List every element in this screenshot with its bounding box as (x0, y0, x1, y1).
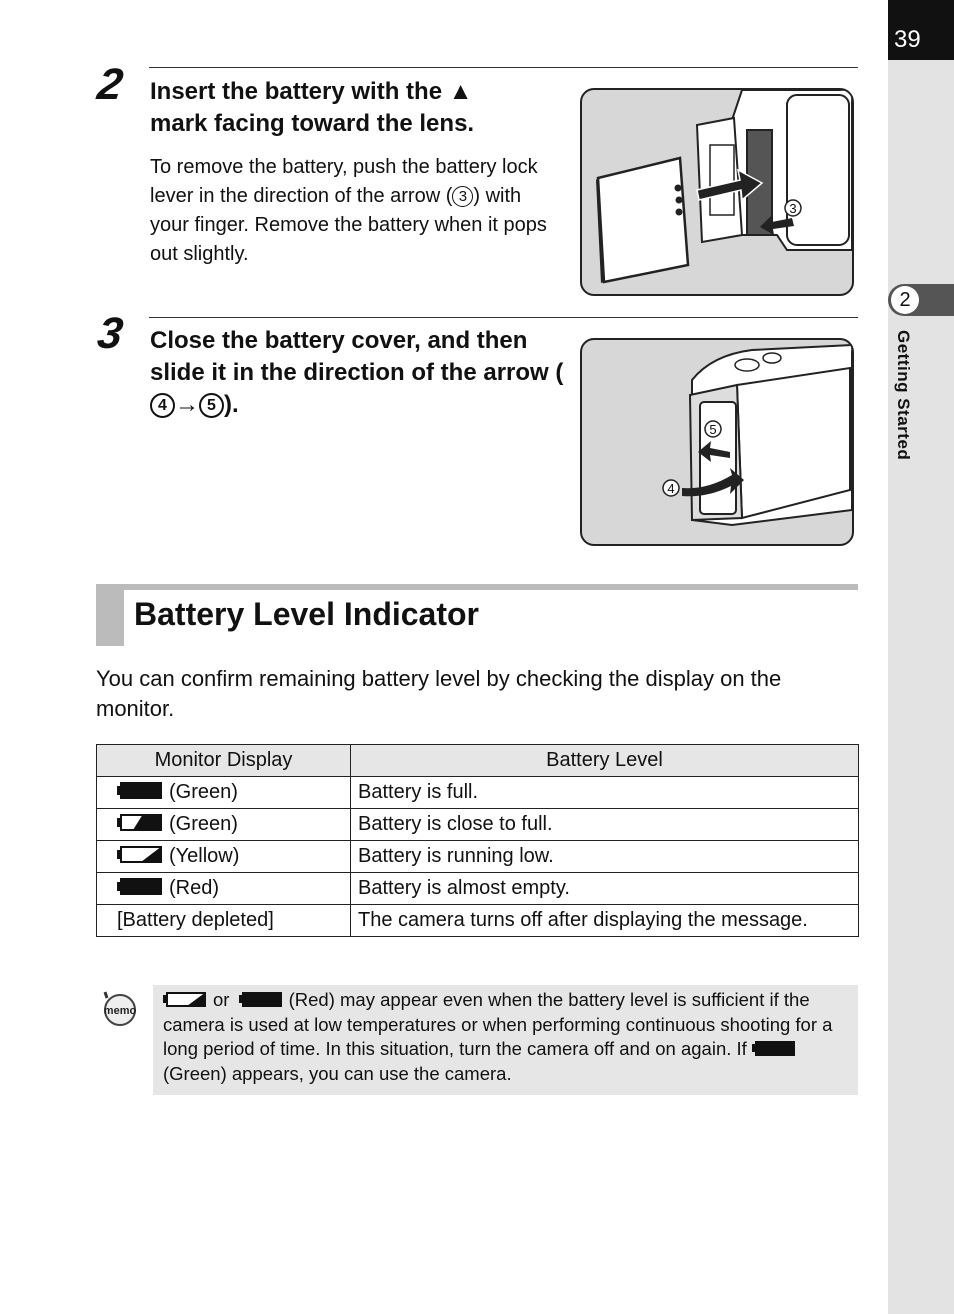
battery-mostly-full-icon (117, 813, 163, 832)
table-cell-level: Battery is full. (351, 777, 859, 809)
step2-title-line1: Insert the battery with the ▲ (150, 78, 473, 105)
callout-3: 3 (789, 201, 797, 216)
battery-full-icon (752, 1040, 796, 1057)
section-title: Battery Level Indicator (134, 596, 479, 632)
svg-text:memo: memo (103, 1005, 137, 1017)
table-row: (Green) Battery is full. (97, 777, 859, 809)
battery-full-icon (117, 781, 163, 800)
memo-text: or (Red) may appear even when the battery level is sufficient if the camera is used at low temperatures or when performing continuous shooting for a long period of time. In this situation, turn the camera off and on again. If (Green) appears, you can use the camera. (163, 989, 833, 1084)
step2-number: 2 (94, 60, 126, 109)
battery-empty-icon (117, 877, 163, 896)
circled-number: 5 (199, 393, 224, 418)
table-row (97, 905, 859, 937)
step2-title (150, 76, 570, 140)
callout-5: 5 (709, 422, 717, 437)
step3-number: 3 (94, 309, 126, 358)
circled-number: 4 (150, 393, 175, 418)
battery-cover-drawing (582, 340, 852, 544)
step2-title-line2: mark facing toward the lens. (150, 110, 475, 137)
page-number: 39 (894, 26, 921, 53)
battery-empty-icon (239, 991, 283, 1008)
step3-rule (149, 317, 858, 318)
table-row: (Green) Battery is close to full. (97, 809, 859, 841)
chapter-number: 2 (891, 286, 919, 314)
step2-body: To remove the battery, push the battery lock lever in the direction of the arrow ( 3 ) with your finger. Remove the battery when it pops out slightly. (150, 156, 547, 265)
battery-insert-illustration (580, 88, 854, 296)
circled-number: 3 (452, 186, 473, 207)
column-header-level: Battery Level (351, 745, 859, 777)
battery-low-icon (163, 991, 207, 1008)
callout-4: 4 (667, 481, 675, 496)
table-cell-level: Battery is running low. (351, 841, 859, 873)
table-cell-display: [Battery depleted] (97, 905, 351, 937)
section-intro: You can confirm remaining battery level by checking the display on the monitor. (96, 666, 782, 721)
table-cell-level: Battery is close to full. (351, 809, 859, 841)
chapter-label: Getting Started (894, 330, 913, 461)
memo-icon (99, 990, 139, 1026)
battery-cover-illustration (580, 338, 854, 546)
table-row: (Red) Battery is almost empty. (97, 873, 859, 905)
step2-rule (149, 67, 858, 68)
column-header-display: Monitor Display (97, 745, 351, 777)
table-cell-level: Battery is almost empty. (351, 873, 859, 905)
table-row: (Yellow) Battery is running low. (97, 841, 859, 873)
battery-insert-drawing (582, 90, 852, 294)
table-header-row (97, 745, 859, 777)
page-sidebar (888, 0, 954, 1314)
battery-low-icon (117, 845, 163, 864)
table-cell-level: The camera turns off after displaying the message. (351, 905, 859, 937)
battery-level-table (96, 744, 859, 937)
step3-title: Close the battery cover, and then slide it in the direction of the arrow (4 → 5 ). (150, 327, 564, 418)
